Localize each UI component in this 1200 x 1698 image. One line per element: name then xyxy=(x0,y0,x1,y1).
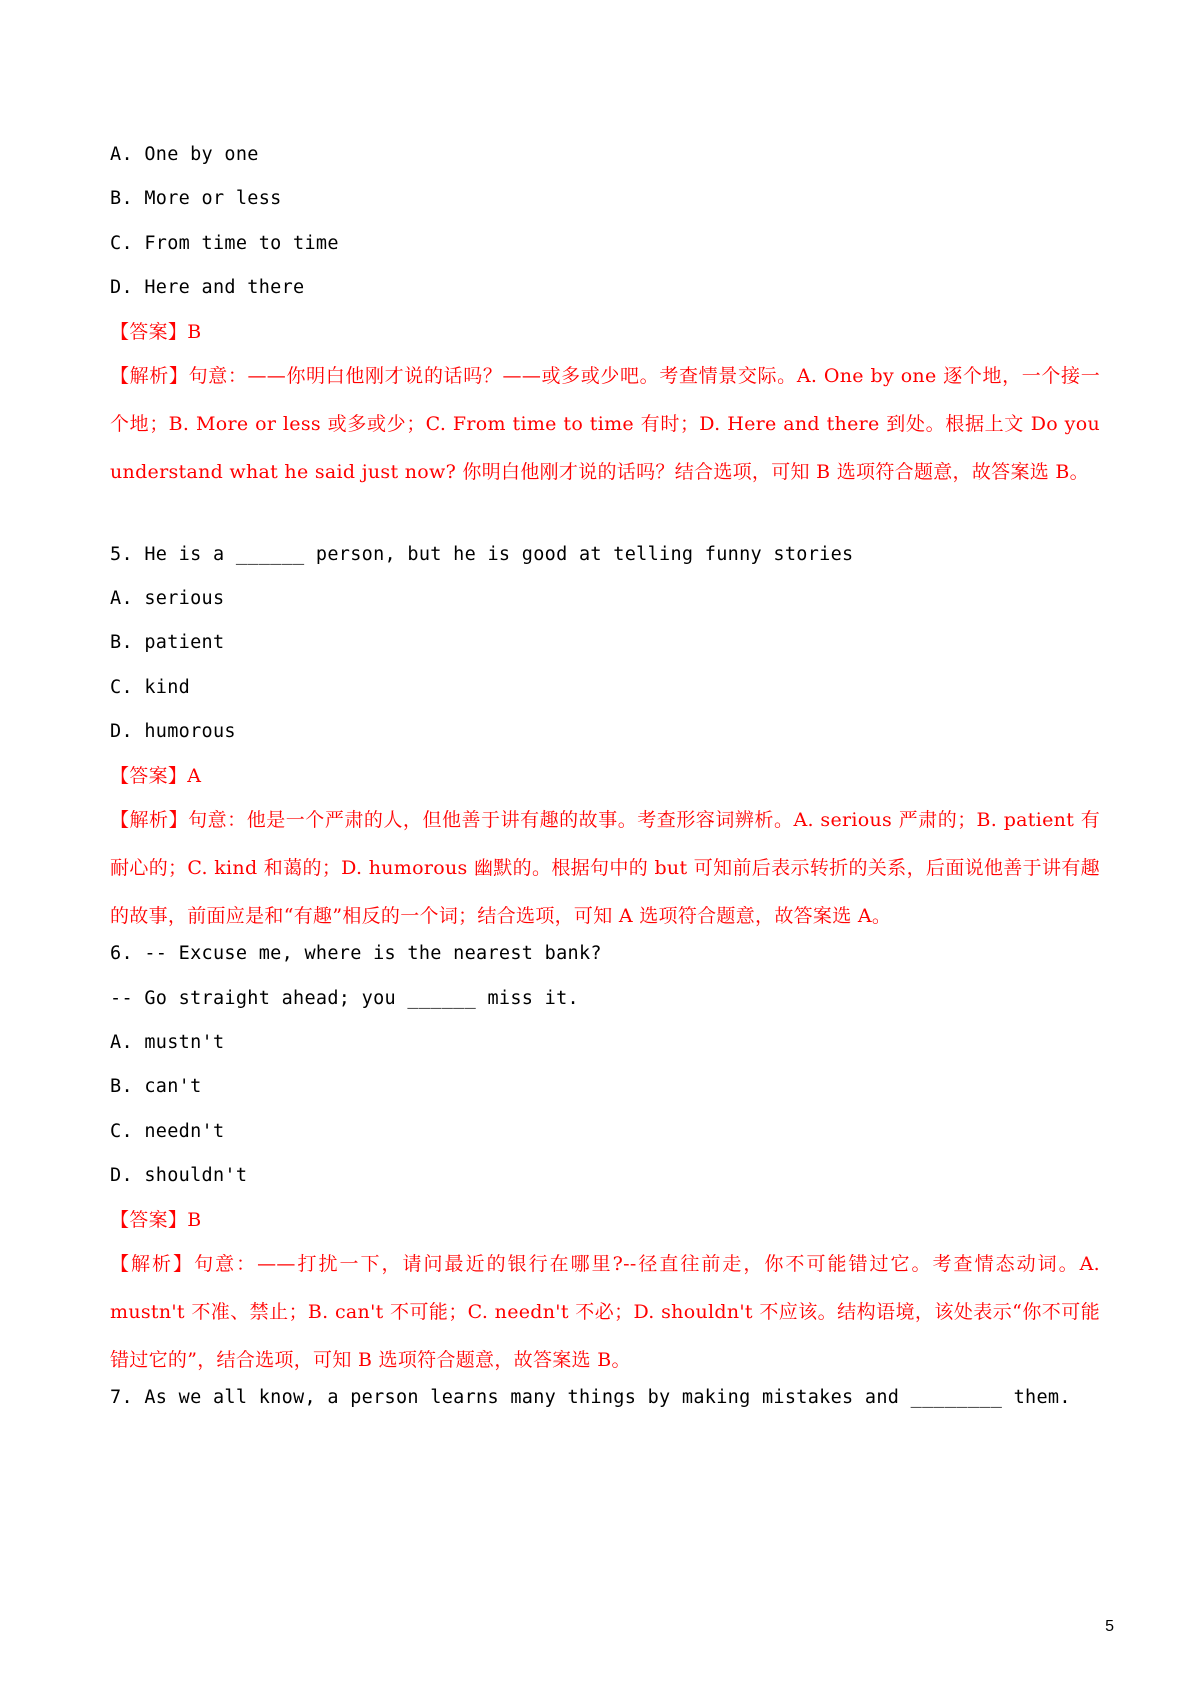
q6-answer xyxy=(110,1206,1100,1234)
q5-answer-label: 【答案】 xyxy=(110,765,188,787)
q6-option-d: D. shouldn't xyxy=(110,1165,248,1186)
q4-analysis xyxy=(110,352,1100,496)
q4-option-d: D. Here and there xyxy=(110,277,305,298)
q6-option-a: A. mustn't xyxy=(110,1032,225,1053)
q5-option-a: A. serious xyxy=(110,588,225,609)
q4-option-c: C. From time to time xyxy=(110,233,339,254)
q5-option-b: B. patient xyxy=(110,632,225,653)
q5-analysis-text: 句意：他是一个严肃的人，但他善于讲有趣的故事。考查形容词辨析。A. serious 严肃的；B. patient 有耐心的；C. kind 和蔼的；D. humorous 幽默的。根据句中的 but 可知前后表示转折的关系，后面说他善于讲有趣的故事，前面应是和“有趣”相反的一个词；结合选项，可知 A 选项符合题意，故答案选 A。 xyxy=(110,809,1100,927)
q4-option-b: B. More or less xyxy=(110,188,282,209)
q5-answer xyxy=(110,762,1100,790)
q5-answer-value: A xyxy=(187,765,202,787)
page-number: 5 xyxy=(1105,1618,1114,1635)
q4-analysis-text: 句意：——你明白他刚才说的话吗？——或多或少吧。考查情景交际。A. One by one 逐个地，一个接一个地；B. More or less 或多或少；C. From time to time 有时；D. Here and there 到处。根据上文 Do you understand what he said just now? 你明白他刚才说的话吗？结合选项，可知 B 选项符合题意，故答案选 B。 xyxy=(110,365,1100,483)
q6-option-b: B. can't xyxy=(110,1076,202,1097)
q5-option-d: D. humorous xyxy=(110,721,236,742)
q4-option-a: A. One by one xyxy=(110,144,259,165)
q4-answer xyxy=(110,318,1100,346)
q6-stem-line1: 6. -- Excuse me, where is the nearest bank? xyxy=(110,943,602,964)
q5-analysis xyxy=(110,796,1100,940)
q4-answer-label: 【答案】 xyxy=(110,321,188,343)
q6-answer-value: B xyxy=(187,1209,202,1231)
q4-answer-value: B xyxy=(187,321,202,343)
q6-option-c: C. needn't xyxy=(110,1121,225,1142)
q6-analysis-text: 句意：——打扰一下，请问最近的银行在哪里?--径直往前走，你不可能错过它。考查情态动词。A. mustn't 不准、禁止；B. can't 不可能；C. needn't 不必；D. shouldn't 不应该。结构语境，该处表示“你不可能错过它的”，结合选项，可知 B 选项符合题意，故答案选 B。 xyxy=(110,1253,1101,1371)
q7-stem: 7. As we all know, a person learns many things by making mistakes and ________ them. xyxy=(110,1387,1071,1408)
q6-analysis xyxy=(110,1240,1100,1384)
q6-stem-line2: -- Go straight ahead; you ______ miss it. xyxy=(110,988,579,1009)
q5-stem: 5. He is a ______ person, but he is good at telling funny stories xyxy=(110,544,854,565)
q6-analysis-label: 【解析】 xyxy=(110,1253,195,1275)
q5-analysis-label: 【解析】 xyxy=(110,809,189,831)
q4-analysis-label: 【解析】 xyxy=(110,365,189,387)
q5-option-c: C. kind xyxy=(110,677,191,698)
q6-answer-label: 【答案】 xyxy=(110,1209,188,1231)
